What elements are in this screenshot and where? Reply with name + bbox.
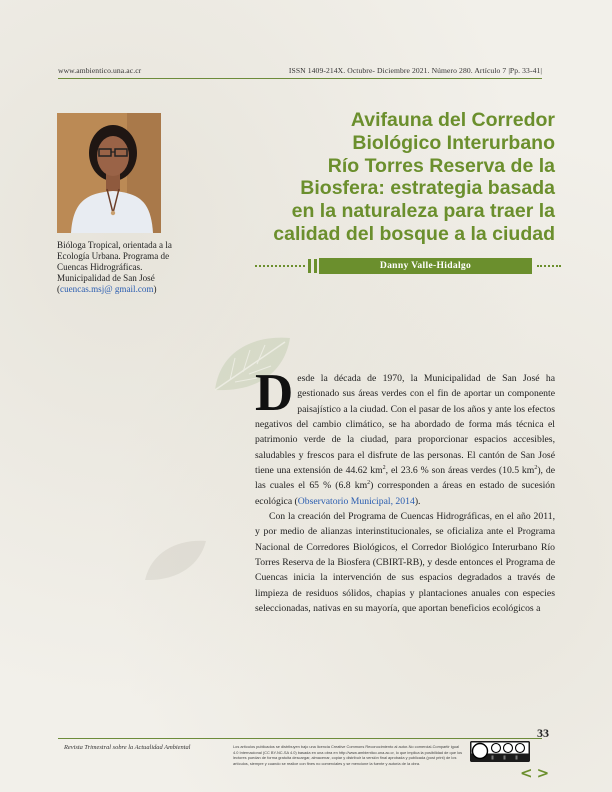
article-title (225, 109, 555, 246)
author-bio (57, 240, 177, 295)
drop-cap: D (255, 364, 294, 422)
next-page-arrow[interactable]: > (536, 764, 554, 782)
superscript: 2 (382, 464, 386, 471)
title-line: Biológico Interurbano (352, 131, 555, 154)
previous-page-arrow[interactable]: < (520, 764, 537, 782)
title-line: Avifauna del Corredor (350, 109, 555, 131)
double-bar-ornament (308, 259, 317, 273)
title-line: calidad del bosque a la ciudad (273, 222, 555, 245)
paragraph-1 (255, 364, 555, 509)
author-email-link[interactable]: cuencas.msj@ gmail.com (60, 284, 154, 294)
author-photo (57, 113, 161, 233)
license-text: Los artículos publicados se distribuyen bajo una licencia Creative Commons Reconocimiento al autor-No comercial-Compartir igual 4.0 Internacional (CC BY-NC-SA 4.0) basada en una obra en http://www.ambientico.una.ac.cr, lo que implica la posibilidad de que los lectores puedan de forma gratuita descargar, almacenar, copiar y distribuir la versión final aprobada y publicada (post print) de los artículos, siempre y cuando se realice con fines no comerciales y se mencione la fuente y autoría de la obra. (233, 744, 463, 766)
text-run: ), de las cuales el 65 % (6.8 km (255, 465, 555, 492)
title-line: Biosfera: estrategia basada (300, 177, 555, 200)
header-site-url[interactable]: www.ambientico.una.ac.cr (58, 66, 142, 75)
superscript: 2 (367, 480, 371, 487)
text-run: esde la década de 1970, la Municipalidad de San José ha gestionado sus áreas verdes con el fin de aportar un componente paisajístico a la ciudad. Con el pasar de los años y ante los efectos negativos del cambio climático, se ha abordado de forma más técnica el patrimonio verde de la ciudad, para proporcionar espacios accesibles, saludables y frescos para el disfrute de las personas. El cantón de San José tiene una extensión de 44.62 km (255, 373, 555, 477)
header-issn-info: ISSN 1409-214X. Octubre- Diciembre 2021. Número 280. Artículo 7 |Pp. 33-41| (288, 66, 542, 75)
journal-name: Revista Trimestral sobre la Actualidad Ambiental (64, 744, 191, 751)
author-bio-close: ) (153, 284, 157, 294)
footer-divider (58, 738, 542, 739)
page-navigation (520, 764, 553, 782)
leaf-shadow-icon (140, 535, 210, 585)
paragraph-2: Con la creación del Programa de Cuencas Hidrográficas, en el año 2011, y por medio de alianzas interinstitucionales, se oficializa ante el Programa Nacional de Corredores Biológicos, el Corredor Biológico Interurbano Río Torres Reserva de la Biosfera (CBIRT-RB), y desde entonces el Programa de Cuencas inicia la intervención de sus espacios degradados a través de limpieza de residuos sólidos, chapias y plantaciones anuales con especies seleccionadas, nativas en su mayoría, que aportan beneficios ecológicos a (255, 511, 555, 615)
author-bio-text: Bióloga Tropical, orientada a la Ecología Urbana. Programa de Cuencas Hidrográficas. Municipalidad de San José ( (57, 240, 172, 294)
citation-link[interactable]: Observatorio Municipal, 2014 (297, 495, 415, 507)
text-run: , el 23.6 % son áreas verdes (10.5 km (385, 465, 535, 477)
dotted-rule-right (537, 265, 561, 267)
page-number: 33 (537, 726, 549, 740)
title-line: Río Torres Reserva de la (327, 154, 555, 177)
author-name-banner: Danny Valle-Hidalgo (319, 258, 532, 274)
superscript: 2 (534, 464, 538, 471)
dotted-rule-left (255, 265, 305, 267)
author-row (255, 257, 561, 275)
article-body (255, 364, 555, 617)
title-line: en la naturaleza para traer la (291, 200, 555, 223)
cc-license-badge-icon[interactable] (470, 741, 530, 762)
header-divider (58, 78, 542, 79)
text-run: ). (414, 495, 421, 507)
text-run: ) corresponden a áreas en estado de sucesión ecológica ( (255, 480, 555, 507)
